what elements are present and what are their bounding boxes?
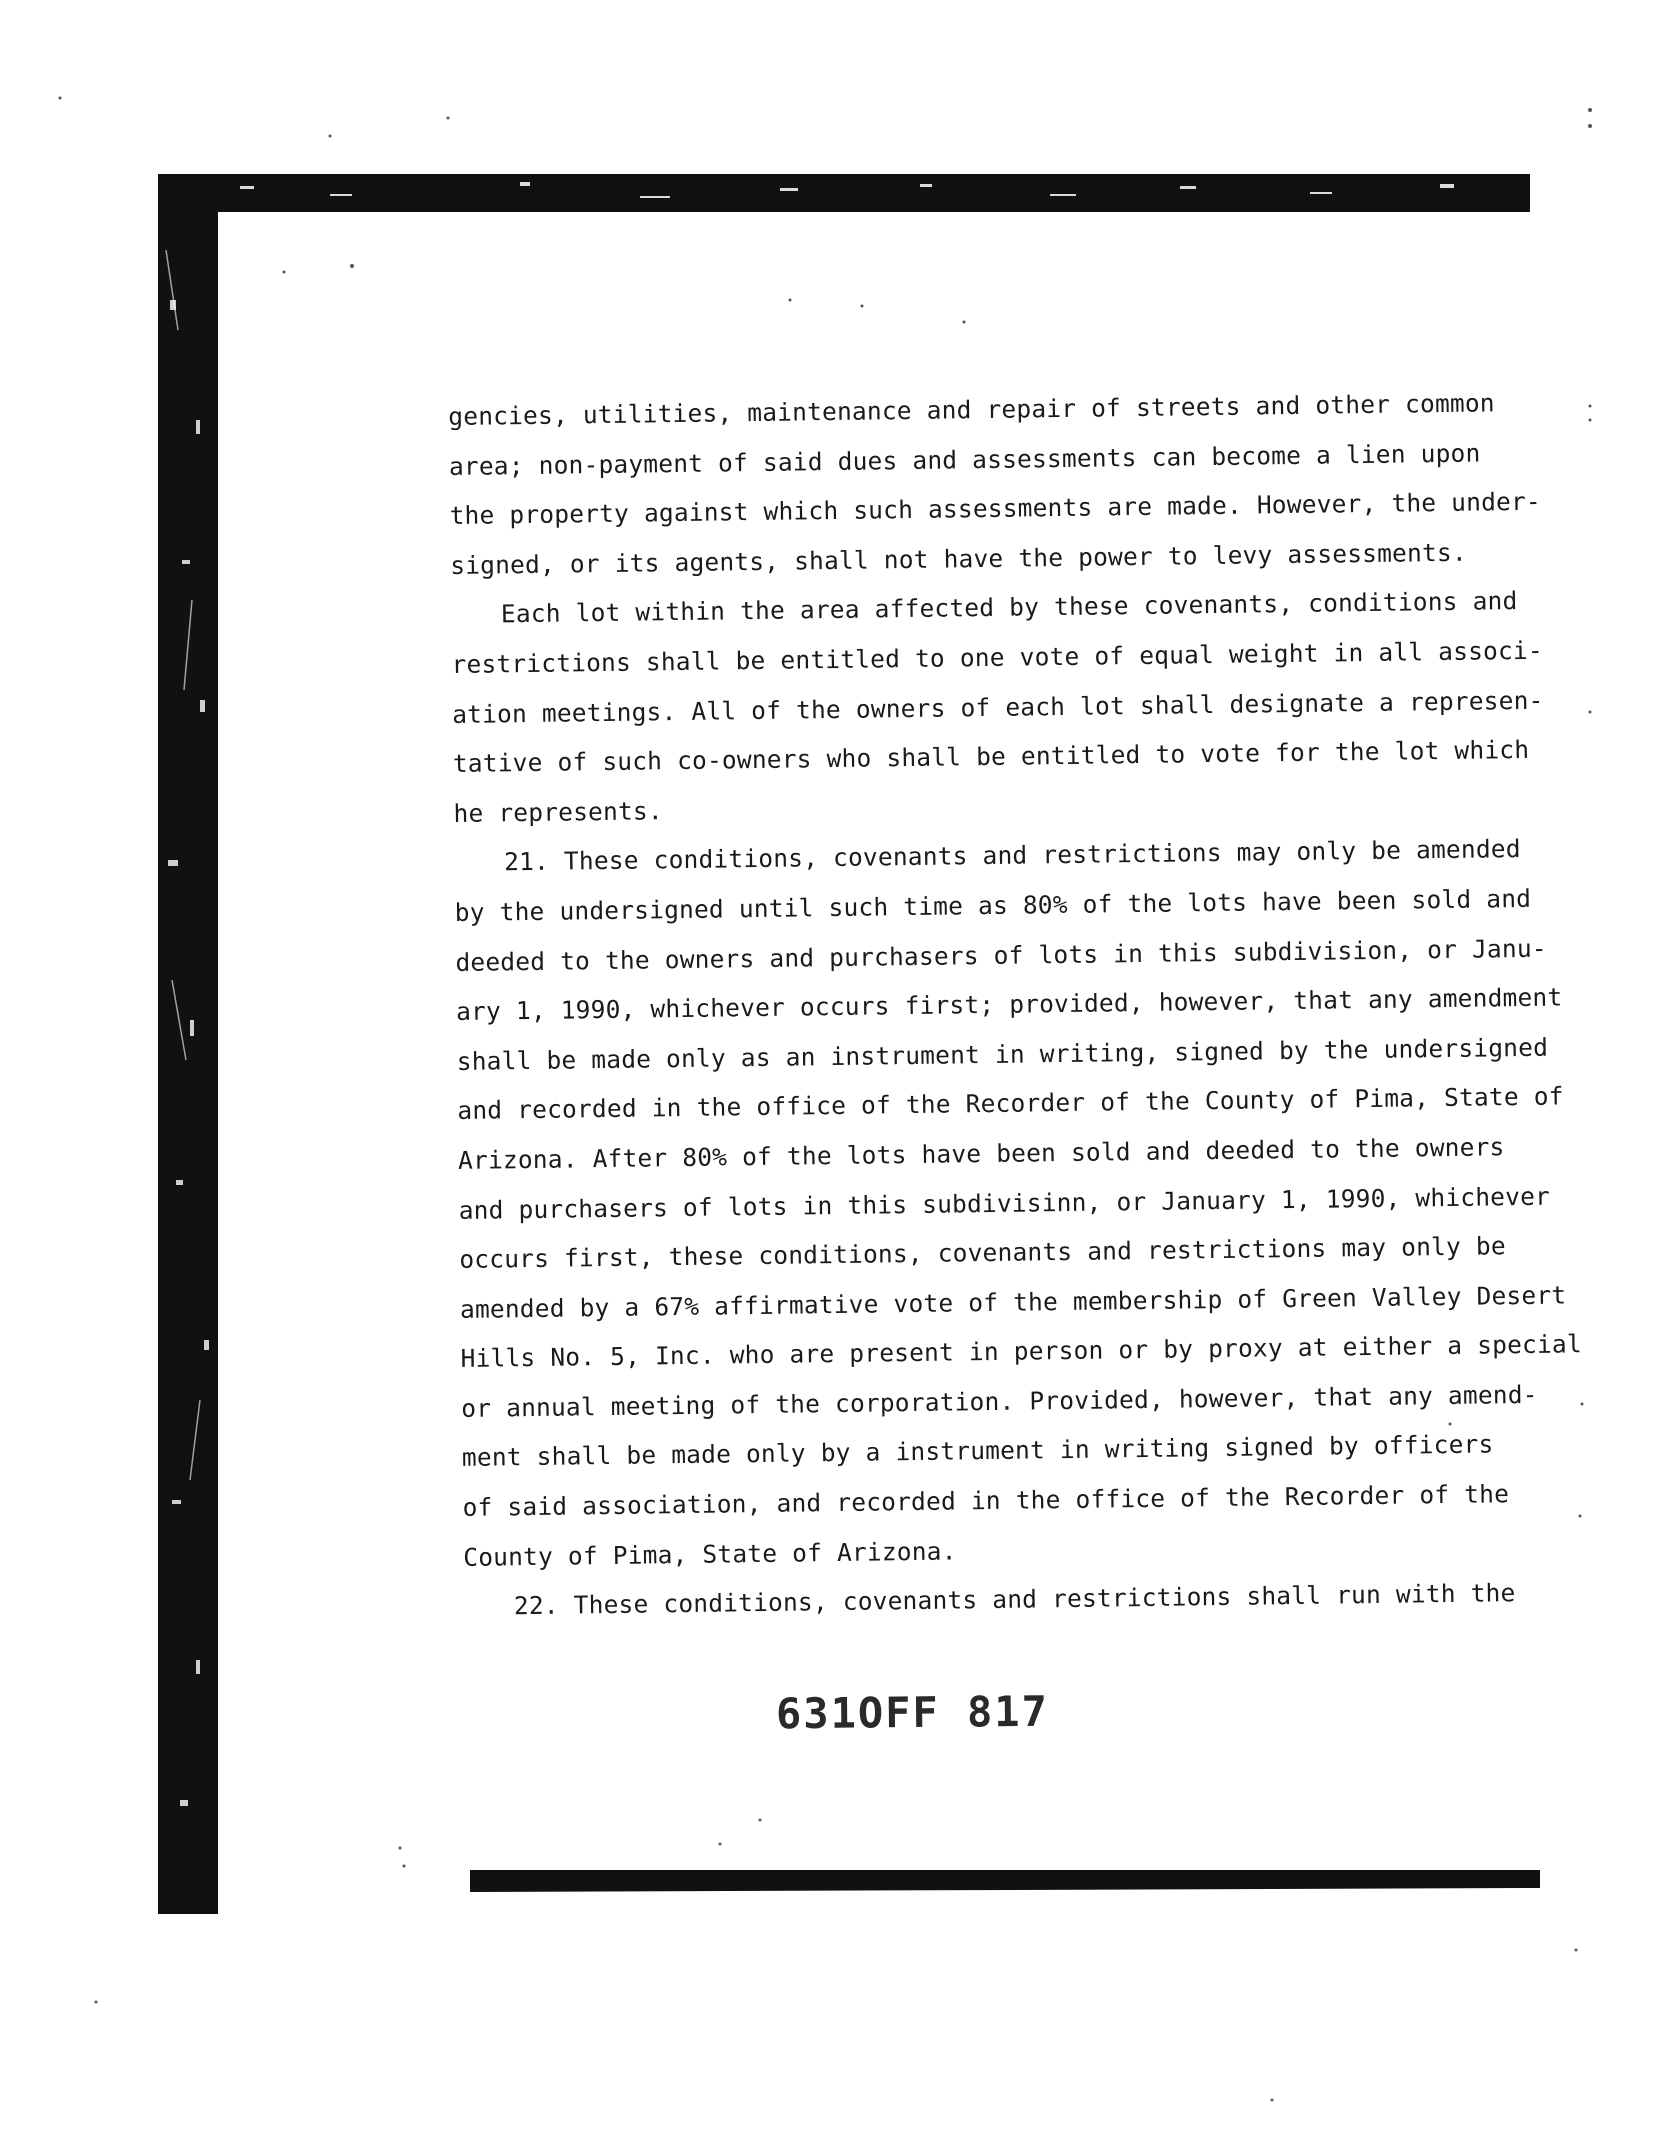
document-body [448,379,1583,1632]
text-line: Arizona. After 80% of the lots have been sold and deeded to the owners [457,1132,1505,1175]
text-line: deeded to the owners and purchasers of lots in this subdivision, or Janu- [455,933,1547,977]
text-line: and recorded in the office of the Recorder of the County of Pima, State of [457,1081,1564,1126]
text-line: he represents. [453,795,663,828]
text-line: area; non-payment of said dues and assessments can become a lien upon [448,438,1481,481]
text-line: ary 1, 1990, whichever occurs first; provided, however, that any amendment [455,982,1563,1027]
text-line: and purchasers of lots in this subdivisinn, or January 1, 1990, whichever [458,1181,1551,1225]
text-line: County of Pima, State of Arizona. [463,1536,957,1572]
text-line: gencies, utilities, maintenance and repair of streets and other common [448,388,1495,431]
text-line: amended by a 67% affirmative vote of the membership of Green Valley Desert [459,1280,1567,1324]
text-line: occurs first, these conditions, covenants and restrictions may only be [459,1231,1506,1275]
text-line: 22. These conditions, covenants and restrictions shall run with the [513,1578,1516,1621]
text-line: tative of such co-owners who shall be entitled to vote for the lot which [452,735,1530,779]
text-line: Each lot within the area affected by these covenants, conditions and [500,586,1518,629]
text-line: ment shall be made only by a instrument in writing signed by officers [461,1429,1494,1473]
text-line: restrictions shall be entitled to one vote of equal weight in all associ- [451,635,1544,679]
text-line: or annual meeting of the corporation. Provided, however, that any amend- [461,1379,1538,1423]
text-line: by the undersigned until such time as 80% of the lots have been sold and [454,883,1532,927]
recording-page-stamp: 631OFF 817 [775,1686,1050,1739]
text-line: 21. These conditions, covenants and restrictions may only be amended [503,834,1521,877]
text-line: Hills No. 5, Inc. who are present in person or by proxy at either a special [460,1329,1583,1374]
text-line: of said association, and recorded in the office of the Recorder of the [462,1479,1510,1522]
text-line: ation meetings. All of the owners of each lot shall designate a represen- [452,685,1544,729]
text-line: the property against which such assessments are made. However, the under- [449,486,1542,531]
text-line: signed, or its agents, shall not have the power to levy assessments. [450,537,1467,580]
text-line: shall be made only as an instrument in writing, signed by the undersigned [456,1032,1549,1076]
